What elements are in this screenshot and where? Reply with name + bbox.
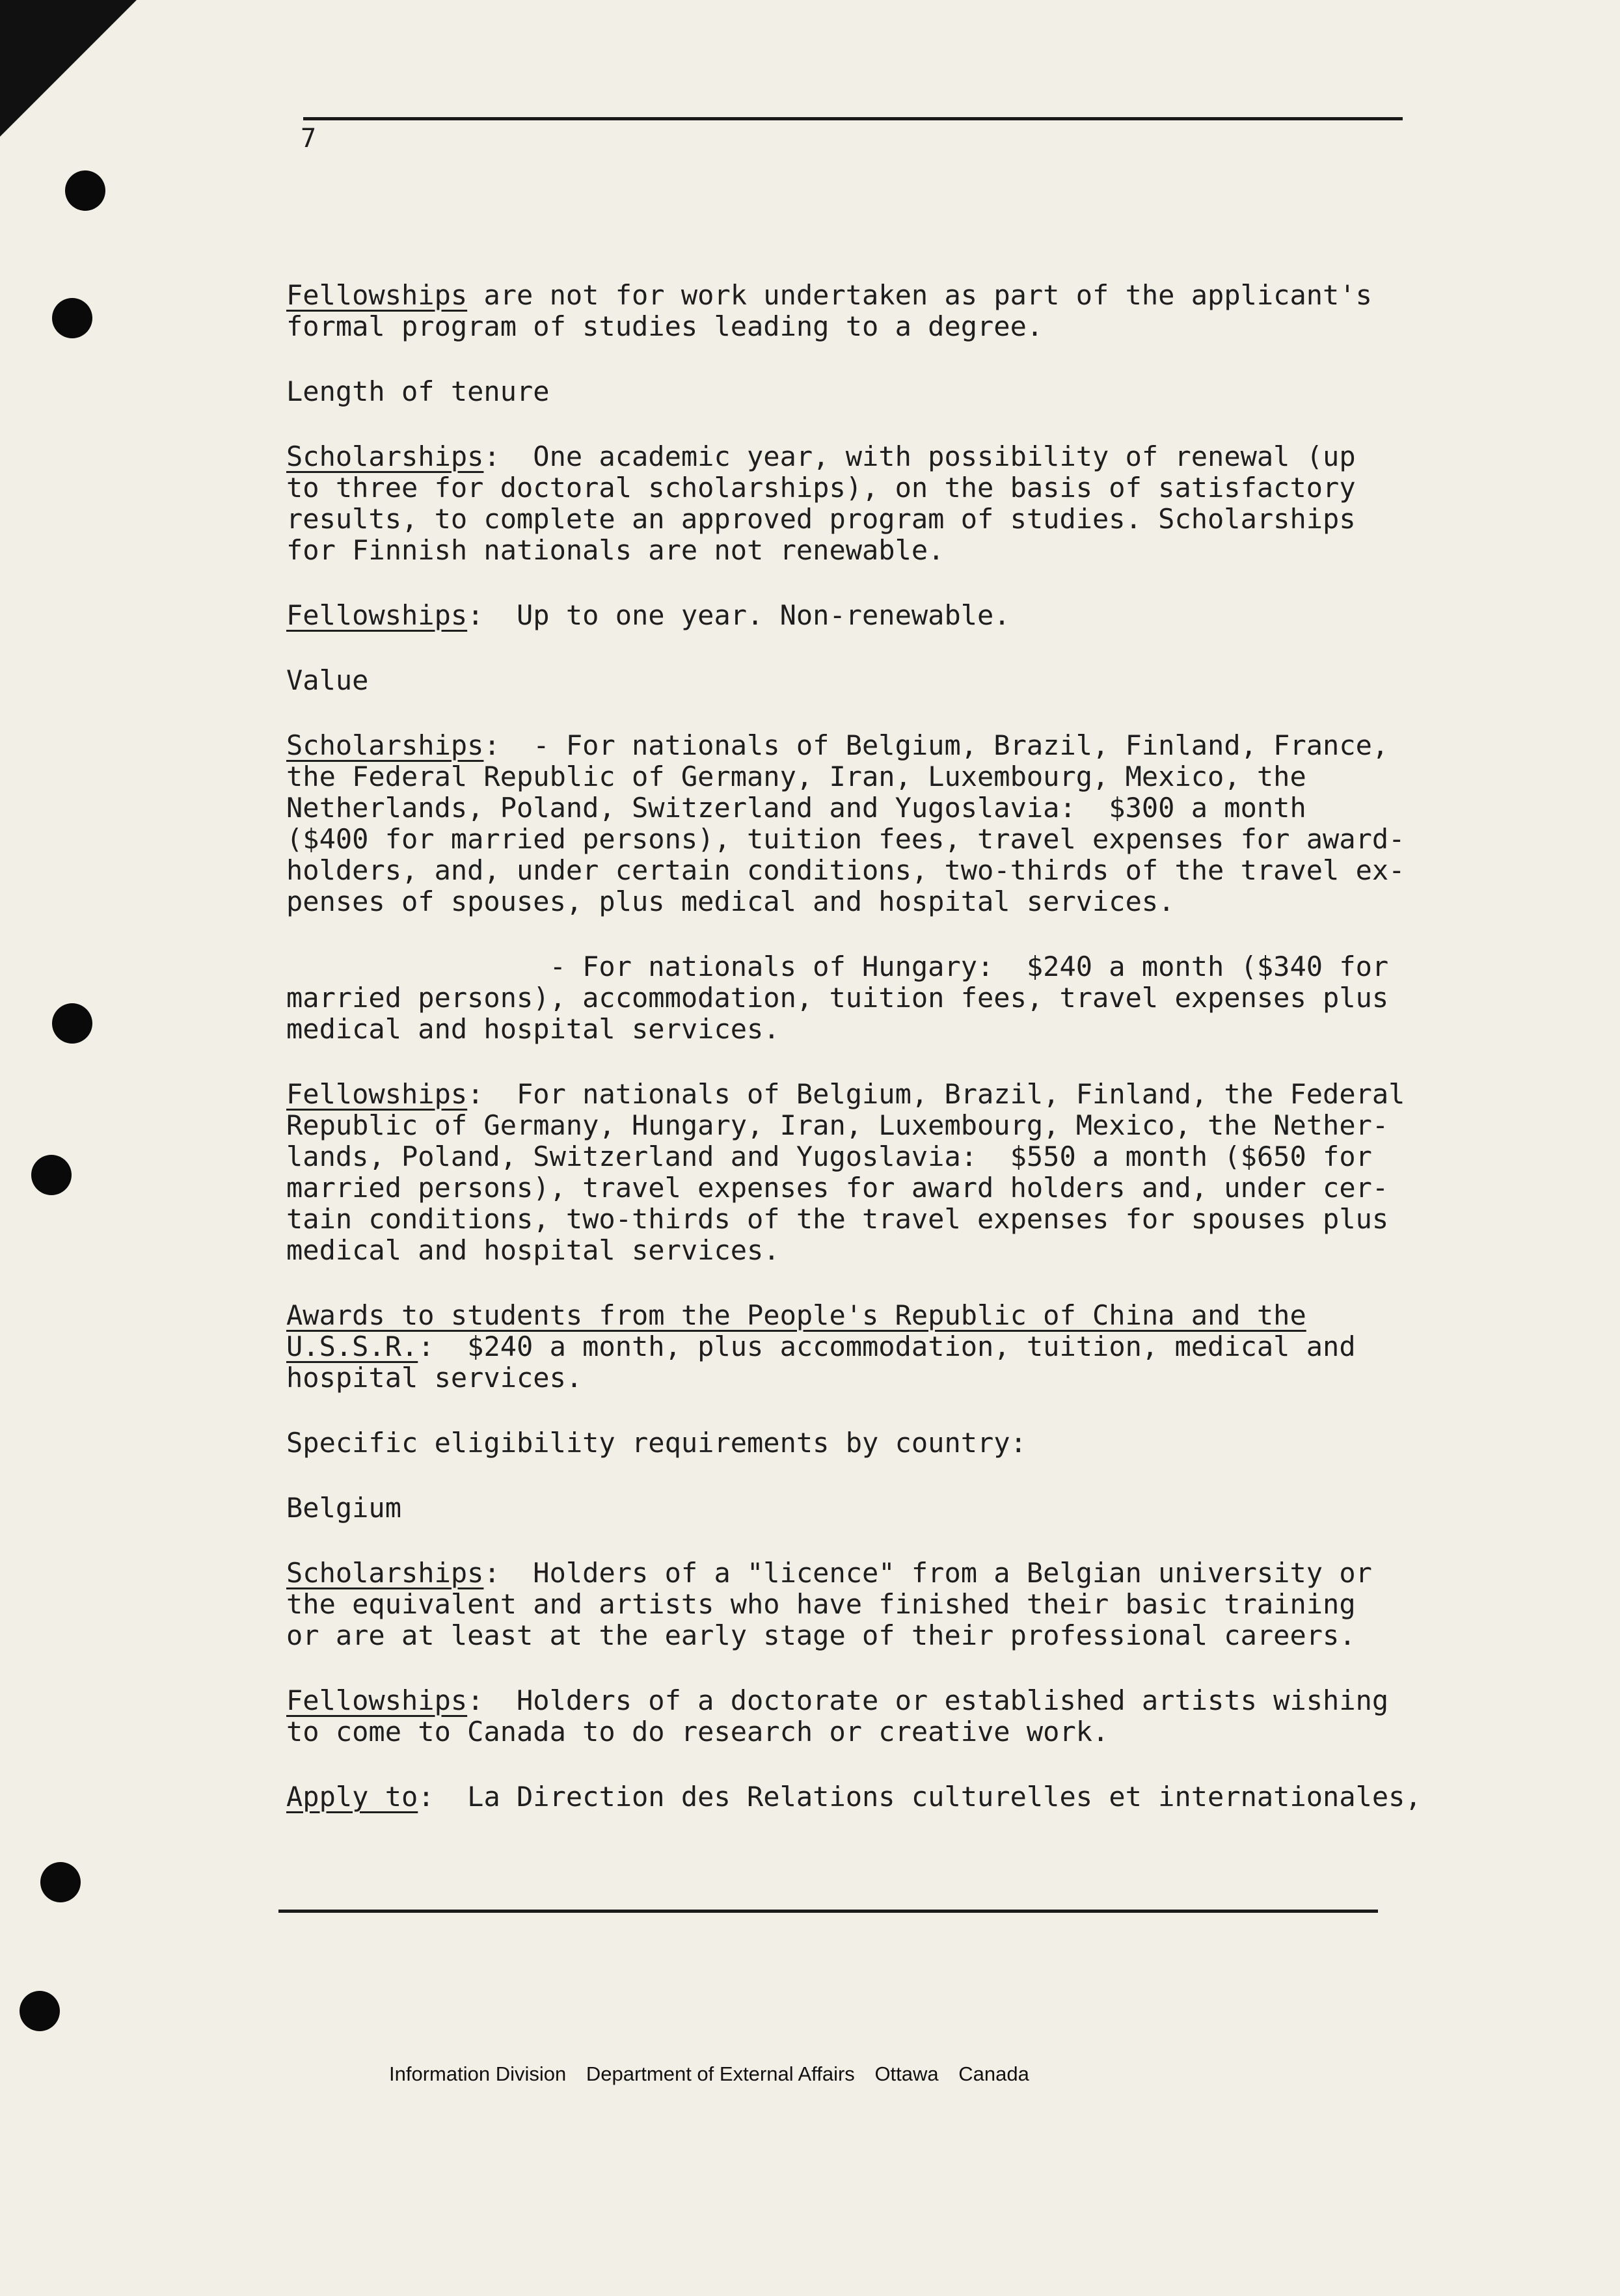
text-line: to three for doctoral scholarships), on the basis of satisfactory xyxy=(286,472,1356,504)
text-line: : Holders of a "licence" from a Belgian university or xyxy=(483,1557,1372,1589)
text-line: - For nationals of Hungary: $240 a month ($340 for xyxy=(286,951,1389,982)
text-line: : Holders of a doctorate or established artists wishing xyxy=(467,1684,1389,1716)
paragraph-heading: Scholarships xyxy=(286,440,484,472)
paragraph xyxy=(286,951,1431,1045)
text-line: lands, Poland, Switzerland and Yugoslavia: $550 a month ($650 for xyxy=(286,1141,1372,1172)
body-text xyxy=(286,280,1431,1846)
paragraph xyxy=(286,1079,1431,1266)
text-line: Belgium xyxy=(286,1492,402,1524)
paragraph-heading: Fellowships xyxy=(286,1078,468,1110)
paragraph xyxy=(286,1427,1431,1459)
punch-hole xyxy=(40,1862,81,1902)
text-line: formal program of studies leading to a degree. xyxy=(286,310,1044,342)
text-line: holders, and, under certain conditions, two-thirds of the travel ex- xyxy=(286,854,1405,886)
text-line: penses of spouses, plus medical and hospital services. xyxy=(286,885,1175,917)
text-line: Republic of Germany, Hungary, Iran, Luxembourg, Mexico, the Nether- xyxy=(286,1109,1389,1141)
text-line: are not for work undertaken as part of the applicant's xyxy=(467,279,1372,311)
text-line: tain conditions, two-thirds of the travel expenses for spouses plus xyxy=(286,1203,1389,1235)
text-line: to come to Canada to do research or creative work. xyxy=(286,1716,1109,1748)
text-line: hospital services. xyxy=(286,1362,583,1394)
text-line: Netherlands, Poland, Switzerland and Yugoslavia: $300 a month xyxy=(286,792,1306,824)
paragraph xyxy=(286,441,1431,566)
text-line: : La Direction des Relations culturelles et internationales, xyxy=(418,1781,1422,1813)
text-line: medical and hospital services. xyxy=(286,1013,780,1045)
bottom-rule xyxy=(278,1910,1378,1913)
paragraph xyxy=(286,730,1431,917)
text-line: : Up to one year. Non-renewable. xyxy=(467,599,1010,631)
text-line: medical and hospital services. xyxy=(286,1234,780,1266)
footer-department: Department of External Affairs xyxy=(586,2062,855,2085)
text-line: : For nationals of Belgium, Brazil, Finland, the Federal xyxy=(467,1078,1405,1110)
text-line: : - For nationals of Belgium, Brazil, Finland, France, xyxy=(483,729,1389,761)
paragraph xyxy=(286,1781,1431,1813)
text-line: married persons), accommodation, tuition fees, travel expenses plus xyxy=(286,982,1389,1014)
paragraph xyxy=(286,1300,1431,1394)
text-line: Specific eligibility requirements by country: xyxy=(286,1427,1027,1459)
text-line: : $240 a month, plus accommodation, tuition, medical and xyxy=(418,1330,1356,1362)
paragraph xyxy=(286,376,1431,407)
text-line: Value xyxy=(286,664,369,696)
text-line: or are at least at the early stage of their professional careers. xyxy=(286,1619,1356,1651)
text-line: Length of tenure xyxy=(286,375,550,407)
page-corner-fold xyxy=(0,0,137,137)
punch-hole xyxy=(52,1003,92,1044)
page-number: 7 xyxy=(301,124,317,154)
paragraph-heading: Scholarships xyxy=(286,729,484,761)
paragraph xyxy=(286,1492,1431,1524)
footer-city: Ottawa xyxy=(874,2062,939,2085)
footer-division: Information Division xyxy=(389,2062,567,2085)
text-line: ($400 for married persons), tuition fees, travel expenses for award- xyxy=(286,823,1405,855)
text-line: for Finnish nationals are not renewable. xyxy=(286,534,945,566)
paragraph-heading: Fellowships xyxy=(286,1684,468,1716)
paragraph xyxy=(286,280,1431,342)
punch-hole xyxy=(52,298,92,338)
paragraph-heading: Apply to xyxy=(286,1781,418,1813)
punch-hole xyxy=(20,1991,60,2031)
paragraph-heading: Fellowships xyxy=(286,279,468,311)
paragraph xyxy=(286,1685,1431,1748)
paragraph xyxy=(286,600,1431,631)
paragraph-heading: Fellowships xyxy=(286,599,468,631)
paragraph-heading: Scholarships xyxy=(286,1557,484,1589)
text-line: : One academic year, with possibility of renewal (up xyxy=(483,440,1356,472)
punch-hole xyxy=(31,1155,72,1195)
footer xyxy=(389,2062,1300,2086)
paragraph xyxy=(286,1558,1431,1651)
paragraph-heading: Awards to students from the People's Republic of China and the U.S.S.R. xyxy=(286,1299,1306,1362)
paragraph xyxy=(286,665,1431,696)
footer-country: Canada xyxy=(958,2062,1029,2085)
punch-hole xyxy=(65,170,105,211)
text-line: results, to complete an approved program of studies. Scholarships xyxy=(286,503,1356,535)
text-line: married persons), travel expenses for award holders and, under cer- xyxy=(286,1172,1389,1204)
text-line: the Federal Republic of Germany, Iran, Luxembourg, Mexico, the xyxy=(286,761,1306,792)
text-line: the equivalent and artists who have finished their basic training xyxy=(286,1588,1356,1620)
top-rule xyxy=(303,117,1403,120)
